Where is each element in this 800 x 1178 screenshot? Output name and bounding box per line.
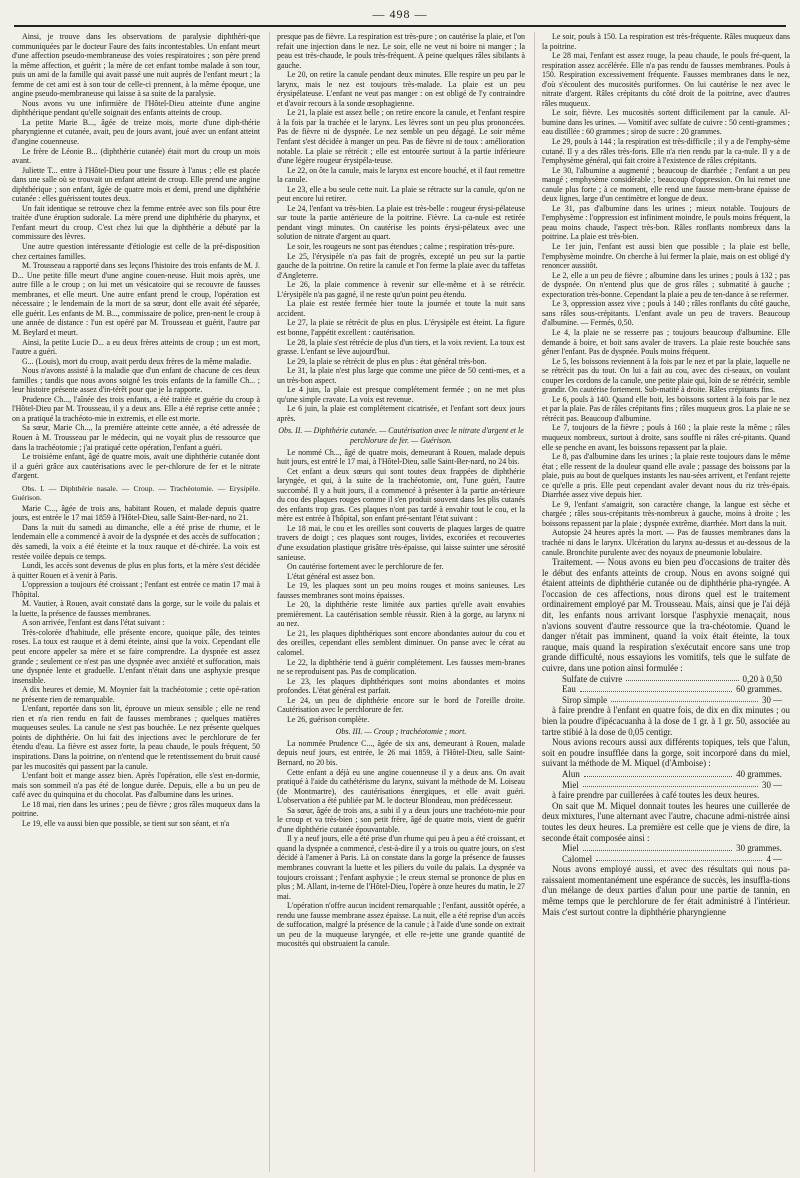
paragraph: Le soir, les rougeurs ne sont pas étendues ; calme ; respiration très-pure. [287,242,515,252]
paragraph: Le 5, les boissons reviennent à la fois par le nez et par la plaie, laquelle ne se rétrécit pas du tout. On lui a fait au cou, avec des ci-seaux, on voulant couper les cordons de la canule, une petite plaie qui, loin de se rétrécir, semble grandir. On cautérise fortement. Sub-matité à droite. Râles crépitants fins. [542,356,790,395]
paragraph: Sa sœur, Marie Ch..., la première atteinte cette année, a été adressée de Rouen à M. Trousseau par le médecin, qui ne voyait plus de ressource que dans la trachéotomie ; j'ai pratiqué cette opération, l'enfant a guéri. [12,423,260,452]
observation-heading: Obs. II. — Diphthérie cutanée. — Cautérisation avec le nitrate d'argent et le perchlorure de fer. — Guérison. [278,426,524,445]
dosage-row: Calomel 4 — [562,853,782,864]
paragraph: Autopsie 24 heures après la mort. — Pas de fausses membranes dans la trachée ni dans le larynx. Ulcération du larynx au-dessus et au-dessous de la canule. Bronchite purulente avec des noyaux de pneumonie lobulaire. [542,528,790,557]
paragraph: à faire prendre à l'enfant en quatre fois, de dix en dix minutes ; ou bien la poudre d'ipécacuanha à la dose de 1 gr. à 1 gr. 50, associée au tartre stibié à la dose de 0,05 centigr. [542,705,790,737]
paragraph: Prudence Ch..., l'aînée des trois enfants, a été traitée et guérie du croup à l'Hôtel-Dieu par M. Trousseau, il y a deux ans. Elle a été reprise cette année ; on a pratiqué la trachéoto-mie in extremis, et elle est morte. [12,394,260,423]
paragraph: Le 29, la plaie se rétrécit de plus en plus : état général très-bon. [287,356,487,366]
paragraph: Le soir, fièvre. Les mucosités sortent difficilement par la canule. Al-bumine dans les urines. — Vomitif avec sulfate de cuivre : 50 centi-grammes ; eau distillée : 60 grammes ; sirop de sucre : 20 grammes. [542,108,790,137]
paragraph: Le 18 mai, le cou et les oreilles sont couverts de plaques larges de quatre travers de doigt ; ces plaques sont rouges, livides, excoriées et recouvertes d'une exsudation plastique grisâtre très-épaisse, qui laisse suinter une sérosité sanieuse. [277,523,525,562]
paragraph: Le 6 juin, la plaie est complétement cicatrisée, et l'enfant sort deux jours après. [277,404,525,423]
paragraph: Le 26, guérison complète. [287,714,370,724]
paragraph: Il y a neuf jours, elle a été prise d'un rhume qui peu à peu a été croissant, et quand la dyspnée a commencé, c'est-à-dire il y a trois ou quatre jours, on s'est décidé à l'amener à Paris. Là on constate dans la gorge la présence de fausses membranes couvrant la luette et les piliers du voile du palais. La dyspnée va toujours croissant ; l'enfant asphyxie ; le creux sternal se prononce de plus en plus ; M. Allant, in-terne de l'Hôtel-Dieu, l'opère à onze heures du matin, le 27 mai. [277,834,525,901]
dosage-list [542,843,790,864]
paragraph: Le 2, elle a un peu de fièvre ; albumine dans les urines ; pouls à 132 ; pas de dyspnée. On n'entend plus que de gros râles ; submatité à gauche ; expectoration très-bonne. Cependant la plaie a peu de ten-dance à se refermer. [542,270,790,299]
paragraph: L'enfant, reportée dans son lit, éprouve un mieux sensible ; elle ne rend rien et n'a rien rendu en fait de fausses membranes ; quelques matières muqueuses seules. La canule ne s'est pas bouchée. Le nez présente quelques points de diphthérie. On lui fait des injections avec le perchlorure de fer étendu d'eau. La fièvre est assez forte, la peau chaude, le pouls fréquent, 50 inspirations. Dans la poitrine, on n'entend que le retentissement du bruit causé par les mucosités qui passent par la canule. [12,704,260,771]
paragraph: A dix heures et demie, M. Moynier fait la trachéotomie ; cette opé-ration ne présente rien de remarquable. [12,685,260,704]
paragraph: Le 24, un peu de diphthérie encore sur le bord de l'oreille droite. Cautérisation avec le perchlorure de fer. [277,695,525,715]
dosage-row: Eau 60 grammes. [562,684,782,695]
paragraph: Dans la nuit du samedi au dimanche, elle a été prise de rhume, et le lendemain elle a commencé à avoir de la dyspnée et des accès de suffocation ; dès samedi, la voix a été éteinte et la toux rauque et dé-chirée. La voix est restée voilée depuis ce temps. [12,522,260,561]
paragraph: L'oppression a toujours été croissant ; l'enfant est entrée ce matin 17 mai à l'hôpital. [12,580,260,599]
paragraph: M. Vautier, à Rouen, avait constaté dans la gorge, sur le voile du palais et la luette, la présence de fausses membranes. [12,599,260,618]
paragraph: Le 20, on retire la canule pendant deux minutes. Elle respire un peu par le larynx, mais le nez est toujours très-malade. La plaie est un peu érysipélateuse. L'enfant ne veut pas manger : on est obligé de l'y contraindre et d'avoir recours à la sonde œsophagienne. [277,70,525,108]
paragraph: On cautérise fortement avec le perchlorure de fer. [287,562,444,572]
paragraph: L'état général est assez bon. [287,571,375,581]
paragraph: Le troisième enfant, âgé de quatre mois, avait une diphthérie cutanée dont il a guéri grâce aux cautérisations avec le per-chlorure de fer et le nitrate d'argent. [12,452,260,481]
text-columns [12,32,792,1172]
paragraph: Ainsi, je trouve dans les observations de paralysie diphthéri-que communiquées par le docteur Faure des faits incontestables. Un enfant meurt d'une affection pseudo-membraneuse des voies respiratoires ; son père prend la même affection, et guérit ; la mère de cet enfant tombe malade à son tour, puis un ami de la famille qui avait passé une nuit auprès de l'enfant meurt ; la femme de cet ami est à son tour de celle-ci prennent, à la même époque, une angine pseudo-membraneuse qui laisse à sa suite de la paralysie. [12,32,260,99]
paragraph: On sait que M. Miquel donnait toutes les heures une cuillerée de deux mixtures, l'une alternant avec l'autre, chacune admi-nistrée ainsi toutes les deux heures. La première est celle que je viens de dire, la seconde était composée ainsi : [542,800,790,843]
paragraph: L'opération n'offre aucun incident remarquable ; l'enfant, aussitôt opérée, a rendu une fausse membrane assez épaisse. La nuit, elle a été reprise d'un accès de suffocation, malgré la présence de la canule ; à l'aide d'une sonde on extrait un peu de la muqueuse laryngée, et elle re-jette une grande quantité de mucosités qui obstruaient la canule. [277,901,525,949]
paragraph: Le 22, on ôte la canule, mais le larynx est encore bouché, et il faut remettre la canule. [277,165,525,185]
column-separator [269,32,270,1172]
paragraph: Le 19, les plaques sont un peu moins rouges et moins sanieuses. Les fausses membranes sont moins épaisses. [277,581,525,600]
paragraph: Le 18 mai, rien dans les urines ; peu de fièvre ; gros râles muqueux dans la poitrine. [12,799,260,819]
paragraph: Nous avons vu une infirmière de l'Hôtel-Dieu atteinte d'une angine diphthérique pendant qu'elle soignait des enfants atteints de croup. [12,98,260,118]
observation-heading: Obs. III. — Croup ; trachéotomie ; mort. [335,727,467,737]
paragraph: Le 24, l'enfant va très-bien. La plaie est très-belle : rougeur érysi-pélateuse sur toute la partie antérieure de la poitrine. Fièvre. La ca-nule est retirée pendant vingt minutes. On cautérise les points érysi-pélateux avec une solution de nitrate d'argent au quart. [277,203,525,242]
paragraph: Le 7, toujours de la fièvre ; pouls à 160 ; la plaie reste la même ; râles muqueux nombreux, surtout à droite, sans souffle ni râles cré-pitants. Quand elle se penche en avant, les boissons repassent par la plaie. [542,423,790,452]
column-1 [12,32,260,1172]
page-number: — 498 — [372,7,428,21]
paragraph: Le 20, la diphthérie reste limitée aux parties qu'elle avait envahies premièrement. La cautérisation semble réussir. Rien à la gorge, au larynx ni au nez. [277,600,525,629]
paragraph: Très-colorée d'habitude, elle présente encore, quoique pâle, des teintes roses. La toux est rauque et à demi éteinte, ainsi que la voix. Cependant elle peut encore appeler sa mère et se faire comprendre. La dyspnée est assez grande ; seulement ce n'est pas une dyspnée avec anxiété et suffocation, mais une dyspnée lente et graduelle. L'enfant n'était dans une asphyxie presque insensible. [12,627,260,685]
dosage-row: Alun 40 grammes. [562,768,782,779]
dosage-row: Miel 30 — [562,779,782,790]
paragraph: Le 26, la plaie commence à revenir sur elle-même et à se rétrécir. L'érysipèle n'a pas gagné, il ne reste qu'un point peu étendu. [277,280,525,299]
paragraph: La plaie est restée fermée hier toute la journée et toute la nuit sans accident. [277,299,525,318]
page-header [14,3,786,27]
paragraph: Le 23, elle a bu seule cette nuit. La plaie se rétracte sur la canule, qu'on ne peut encore lui retirer. [277,184,525,204]
paragraph: Le 4 juin, la plaie est presque complétement fermée ; on ne met plus qu'une simple cravate. La voix est revenue. [277,385,525,404]
paragraph: Marie C..., âgée de trois ans, habitant Rouen, et malade depuis quatre jours, est entrée le 17 mai 1859 à l'Hôtel-Dieu, salle Saint-Ber-nard, no 21. [12,503,260,523]
paragraph: Le 23, les plaques diphthériques sont moins abondantes et moins profondes. L'état général est parfait. [277,676,525,696]
paragraph: presque pas de fièvre. La respiration est très-pure ; on cautérise la plaie, et l'on refait une injection dans le nez. Le soir, elle ne veut ni boire ni manger ; la peau est très-chaude, le pouls très-fréquent. A peine quelques râles sibilants à gauche. [277,32,525,70]
observation-heading: Obs. I. — Diphthérie nasale. — Croup. — Trachéotomie. — Erysipèle. Guérison. [12,483,260,503]
paragraph: Le frère de Léonie B... (diphthérie cutanée) était mort du croup un mois avant. [12,146,260,166]
header-rule [14,25,786,27]
paragraph: Le 30, l'albumine a augmenté ; beaucoup de diarrhée ; l'enfant a un peu mangé ; emphysème considérable ; beaucoup d'oppression. On lui remet une canule plus forte ; à ce moment, elle rend une fausse mem-brane épaisse de deux lignes, large d'un centimètre et longue de deux. [542,165,790,204]
paragraph: M. Trousseau a rapporté dans ses leçons l'histoire des trois enfants de M. J. D... Une petite fille meurt d'une angine couen-neuse. Huit mois après, une autre fille a le croup ; on lui met un vésicatoire qui se recouvre de fausses membranes, et elle meurt. Une autre enfant prend le croup, l'opération est nécessaire ; le lendemain de la mort de sa sœur, dont elle avait été séparée, elle guérit. Les enfants de M. B..., commissaire de police, pren-nent le croup à une année de distance : l'un est opéré par M. Trousseau et guérit, l'autre par M. Beylard et meurt. [12,261,260,337]
column-2 [277,32,525,1172]
paragraph: Une autre question intéressante d'étiologie est celle de la pré-disposition chez certaines familles. [12,242,260,261]
paragraph: Le 21, les plaques diphthériques sont encore abondantes autour du cou et des oreilles, cependant elles semblent diminuer. On panse avec le cérat au calomel. [277,628,525,657]
paragraph: Le 28, la plaie s'est rétrécie de plus d'un tiers, et la voix revient. La toux est grasse. L'enfant se lève aujourd'hui. [277,337,525,357]
paragraph: Le 31, la plaie n'est plus large que comme une pièce de 50 centi-mes, et a un très-bon aspect. [277,366,525,385]
paragraph: L'enfant boit et mange assez bien. Après l'opération, elle s'est en-dormie, mais son sommeil n'a pas été de longue durée. Depuis, elle a bu un peu de café avec du quinquina et du chocolat. Pas d'albumine dans les urines. [12,771,260,800]
paragraph: La nommée Prudence C..., âgée de six ans, demeurant à Rouen, malade depuis neuf jours, est entrée, le 26 mai 1859, à l'Hôtel-Dieu, salle Saint-Bernard, no 20 bis. [277,738,525,768]
paragraph: Le 21, la plaie est assez belle ; on retire encore la canule, et l'enfant respire à la fois par la trachée et le larynx. Les lèvres sont un peu plus prononcées. Pas de fièvre ni de dyspnée. Le nez semble un peu dégagé. Le soir même l'enfant s'est décidée à manger un peu. Pas de fièvre ni de toux : amélioration notable. La plaie se rétrécit ; elle est entourée surtout à la partie inférieure d'une légère rougeur érysipéla-teuse. [277,108,525,166]
paragraph: Cet enfant a deux sœurs qui sont toutes deux frappées de diphthérie laryngée, et qui, à la suite de la trachéotomie, ont, l'une guéri, l'autre succombé. Il y a huit jours, il a commencé à présenter à la partie an-térieure du cou des plaques rouges comme il s'en produit souvent dans les plis cutanés des enfants trop gras. Ces plaques n'ont pas tardé à envahir tout le cou, et la mère est entrée à l'hôpital, son enfant pré-sentant l'état suivant : [277,466,525,524]
paragraph: Le 1er juin, l'enfant est aussi bien que possible ; la plaie est belle, l'emphysème moindre. On cherche à lui fermer la plaie, mais on est obligé d'y renoncer aussitôt. [542,242,790,271]
paragraph: Lundi, les accès sont devenus de plus en plus forts, et la mère s'est décidée à quitter Rouen et à venir à Paris. [12,561,260,580]
paragraph: Le 8, pas d'albumine dans les urines ; la plaie reste toujours dans le même état ; elle ressent de la douleur quand elle avale ; passage des boissons par la plaie, puis au bout de quelques instants les nau-sées arrivent, et l'enfant rejette ce qu'elle a pris. Elle peut cependant avaler devant nous du riz très-épais. Diarrhée assez vive depuis hier. [542,452,790,500]
paragraph: Le 22, la diphthérie tend à guérir complétement. Les fausses mem-branes ne se reproduisent pas. Pas de complication. [277,657,525,677]
paragraph: Le 27, la plaie se rétrécit de plus en plus. L'érysipèle est éteint. La figure est bonne, l'appétit excellent : cautérisation. [277,318,525,337]
paragraph: Le 19, elle va aussi bien que possible, se tient sur son séant, et n'a [22,818,230,828]
paragraph: A son arrivée, l'enfant est dans l'état suivant : [22,618,165,628]
paragraph: Ainsi, la petite Lucie D... a eu deux frères atteints de croup ; un est mort, l'autre a guéri. [12,337,260,357]
paragraph: Un fait identique se retrouve chez la femme entrée avec son fils pour être traitée d'une éruption sudorale. La mère prend une diphthérie du pharynx, et l'enfant meurt du croup. C'est chez lui que la diphthérie a débuté par la commissure des lèvres. [12,203,260,242]
dosage-list [542,769,790,790]
paragraph: Le 3, oppression assez vive ; pouls à 140 ; râles ronflants du côté gauche, sans râles sous-crépitants. L'enfant avale un peu de travers. Beaucoup d'albumine. — Fermés, 0,50. [542,299,790,328]
column-separator [534,32,535,1172]
paragraph: Sa sœur, âgée de trois ans, a subi il y a deux jours une trachéoto-mie pour le croup et va très-bien ; son petit frère, âgé de quatre mois, vient de guérir d'une diphthérie cutanée épouvantable. [277,805,525,834]
dosage-row: Sirop simple 30 — [562,694,782,705]
paragraph: Traitement. — Nous avons eu bien peu d'occasions de traiter dès le début des enfants atteints de croup. Nous en avons soigné qui étaient atteints de diphthérie cutanée ou de diphthérie pha-ryngée. A l'occasion de ces affections, nous dirons quel est le traitement ordinairement employé par M. Trousseau. Mais, ainsi que je l'ai déjà dit, les enfants nous arrivant lorsque l'asphyxie menaçait, nous n'avions souvent d'autre ressource que la tra-chéotomie. Quand le danger n'était pas imminent, quand la voix était éteinte, la toux rauque, mais quand la respiration s'exécutait encore sans une trop grande difficulté, nous essayions les vomitifs, tels que le sulfate de cuivre, dans une potion ainsi formulée : [542,557,790,674]
paragraph: Le 28 mai, l'enfant est assez rouge, la peau chaude, le pouls fré-quent, la respiration assez accélérée. Elle n'a pas rendu de fausses membranes. Pouls à 150. Respiration excessivement fréquente. Fausses membranes dans le nez, d'où s'écoulent des mucosités puriformes. On lui cautérise le nez avec le nitrate d'argent. Râles crépitants du côté droit de la poitrine, avec d'autres râles muqueux. [542,51,790,108]
paragraph: Juliette T... entre à l'Hôtel-Dieu pour une fissure à l'anus ; elle est placée dans une salle où se trouvait un enfant atteint de croup. Elle prend une angine diphthérique ; son enfant, âgée de quatre mois et demi, prend une diphthérie cutanée : elles guérissent toutes deux. [12,165,260,204]
paragraph: Nous avions recours aussi aux différents topiques, tels que l'alun, soit en poudre insufflée dans la gorge, soit incorporé dans du miel, suivant la méthode de M. Miquel (d'Amboise) : [542,737,790,769]
paragraph: Nous avons employé aussi, et avec des résultats qui nous pa-raissaient momentanément une espérance de succès, les insuffla-tions d'un mélange de deux parties d'alun pour une partie de tannin, en même temps que le perchlorure de fer était administré à l'intérieur. Mais c'est surtout contre la diphthérie pharyngienne [542,864,790,917]
dosage-list [542,674,790,706]
paragraph: Le 9, l'enfant s'amaigrit, son caractère change, la langue est sèche et chargée ; râles sous-crépitants très-nombreux à gauche, moins à droite ; les boissons repassent par la plaie ; dyspnée extrême, diarrhée. Mort dans la nuit. [542,499,790,528]
paragraph: Nous n'avons assisté à la maladie que d'un enfant de chacune de ces deux familles ; tandis que nous avons soigné les trois enfants de la famille Ch... ; leur histoire présente assez d'in-térêt pour que je la rapporte. [12,366,260,395]
paragraph: Cette enfant a déjà eu une angine couenneuse il y a deux ans. On avait pratiqué à l'aide du cathétérisme du larynx, suivant la méthode de M. Loiseau (de Montmartre), des cautérisations énergiques, et elle avait guéri. L'observation a été publiée par M. le docteur Blondeau, mon prédécesseur. [277,767,525,806]
paragraph: La petite Marie B..., âgée de treize mois, morte d'une diph-thérie pharyngienne et cutanée, avait, peu de jours avant, joué avec un enfant atteint d'angine couenneuse. [12,117,260,147]
paragraph: Le nommé Ch..., âgé de quatre mois, demeurant à Rouen, malade depuis huit jours, est entré le 17 mai, à l'Hôtel-Dieu, salle Saint-Ber-nard, no 24 bis. [277,447,525,467]
paragraph: G... (Louis), mort du croup, avait perdu deux frères de la même maladie. [22,356,252,366]
paragraph: Le 29, pouls à 144 ; la respiration est très-difficile ; il y a de l'emphy-sème cutané. Il y a des râles très-forts. Elle n'a rien rendu par la ca-nule. Il y a de l'emphysème général, qui fait croire à l'existence de râles crépitants. [542,137,790,166]
column-3 [542,32,790,1172]
paragraph: Le 6, pouls à 140. Quand elle boit, les boissons sortent à la fois par le nez et par la plaie. Pas de râles crépitants fins ; râles muqueux gros. La plaie ne se rétrécit pas. Beaucoup d'albumine. [542,394,790,423]
dosage-row: Sulfate de cuivre 0,20 à 0,50 [562,673,782,684]
paragraph: Le soir, pouls à 150. La respiration est très-fréquente. Râles muqueux dans la poitrine. [542,32,790,51]
paragraph: Le 25, l'érysipèle n'a pas fait de progrès, excepté un peu sur la partie gauche de la poitrine. On retire la canule et l'on ferme la plaie avec du taffetas d'Angleterre. [277,251,525,280]
paragraph: Le 31, pas d'albumine dans les urines ; mieux notable. Toujours de l'emphysème : l'oppression est infiniment moindre, le pouls moins fréquent, la peau moins chaude, l'aspect très-bon. Râles ronflants nombreux dans la poitrine. La plaie est très-bien. [542,203,790,242]
dosage-row: Miel 30 grammes. [562,843,782,854]
paragraph: Le 4, la plaie ne se resserre pas ; toujours beaucoup d'albumine. Elle demande à boire, et boit sans avaler de travers. La plaie reste bouchée sans gêner l'enfant. Pas de dyspnée. Pouls moins fréquent. [542,327,790,357]
paragraph: à faire prendre par cuillerées à café toutes les deux heures. [552,790,760,801]
